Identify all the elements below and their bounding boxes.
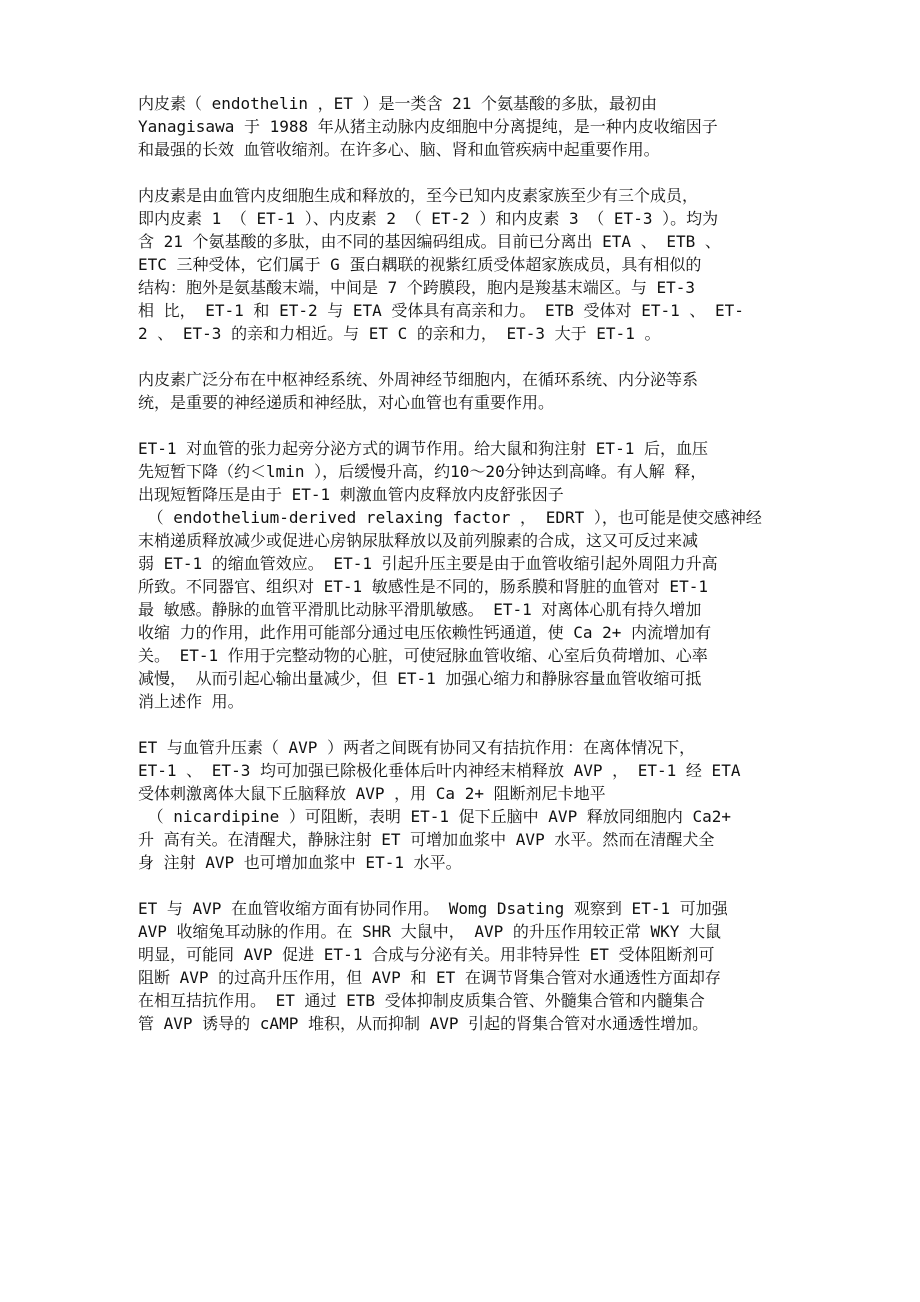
paragraph-endothelin-family-receptors: 内皮素是由血管内皮细胞生成和释放的，至今已知内皮素家族至少有三个成员， 即内皮素 1 （ ET-1 ）、内皮素 2 （ ET-2 ）和内皮素 3 （ ET-3 ）。均为 含 21 个氨基酸的多肽，由不同的基因编码组成。目前已分离出 ETA 、 ETB 、 ETC 三种受体，它们属于 G 蛋白耦联的视紫红质受体超家族成员，具有相似的 结构：胞外是氨基酸末端，中间是 7 个跨膜段，胞内是羧基末端区。与 ET-3 相 比， ET-1 和 ET-2 与 ETA 受体具有高亲和力。 ETB 受体对 ET-1 、 ET- 2 、 ET-3 的亲和力相近。与 ET C 的亲和力， ET-3 大于 ET-1 。 (138, 186, 744, 343)
paragraph-et-avp-synergy: ET 与 AVP 在血管收缩方面有协同作用。 Womg Dsating 观察到 ET-1 可加强 AVP 收缩兔耳动脉的作用。在 SHR 大鼠中， AVP 的升压作用较正常 WKY 大鼠 明显，可能同 AVP 促进 ET-1 合成与分泌有关。用非特异性 ET 受体阻断剂可 阻断 AVP 的过高升压作用，但 AVP 和 ET 在调节肾集合管对水通透性方面却存 在相互拮抗作用。 ET 通过 ETB 受体抑制皮质集合管、外髓集合管和内髓集合 管 AVP 诱导的 cAMP 堆积，从而抑制 AVP 引起的肾集合管对水通透性增加。 (138, 899, 728, 1033)
paragraph-endothelin-distribution: 内皮素广泛分布在中枢神经系统、外周神经节细胞内，在循环系统、内分泌等系 统，是重要的神经递质和神经肽，对心血管也有重要作用。 (138, 370, 699, 412)
paragraph-endothelin-definition: 内皮素（ endothelin ，ET ）是一类含 21 个氨基酸的多肽，最初由 Yanagisawa 于 1988 年从猪主动脉内皮细胞中分离提纯，是一种内皮收缩因子 和最强的长效 血管收缩剂。在许多心、脑、肾和血管疾病中起重要作用。 (138, 94, 718, 159)
paragraph-et-avp-interaction: ET 与血管升压素（ AVP ）两者之间既有协同又有拮抗作用：在离体情况下， ET-1 、 ET-3 均可加强已除极化垂体后叶内神经末梢释放 AVP ， ET-1 经 ETA 受体刺激离体大鼠下丘脑释放 AVP ，用 Ca 2+ 阻断剂尼卡地平 （ nicardipine ）可阻断，表明 ET-1 促下丘脑中 AVP 释放同细胞内 Ca2+ 升 高有关。在清醒犬，静脉注射 ET 可增加血浆中 AVP 水平。然而在清醒犬全 身 注射 AVP 也可增加血浆中 ET-1 水平。 (138, 738, 741, 872)
document-page (138, 92, 786, 1058)
paragraph-et1-vascular-effects: ET-1 对血管的张力起旁分泌方式的调节作用。给大鼠和狗注射 ET-1 后，血压 先短暂下降（约＜lmin ），后缓慢升高，约10〜20分钟达到高峰。有人解 释， 出现短暂降压是由于 ET-1 刺激血管内皮释放内皮舒张因子 （ endothelium-derived relaxing factor ， EDRT ），也可能是使交感神经 末梢递质释放减少或促进心房钠尿肽释放以及前列腺素的合成，这又可反过来减 弱 ET-1 的缩血管效应。 ET-1 引起升压主要是由于血管收缩引起外周阻力升高 所致。不同器官、组织对 ET-1 敏感性是不同的，肠系膜和肾脏的血管对 ET-1 最 敏感。静脉的血管平滑肌比动脉平滑肌敏感。 ET-1 对离体心肌有持久增加 收缩 力的作用，此作用可能部分通过电压依赖性钙通道，使 Ca 2+ 内流增加有 关。 ET-1 作用于完整动物的心脏，可使冠脉血管收缩、心室后负荷增加、心率 减慢， 从而引起心输出量减少，但 ET-1 加强心缩力和静脉容量血管收缩可抵 消上述作 用。 (138, 439, 762, 711)
